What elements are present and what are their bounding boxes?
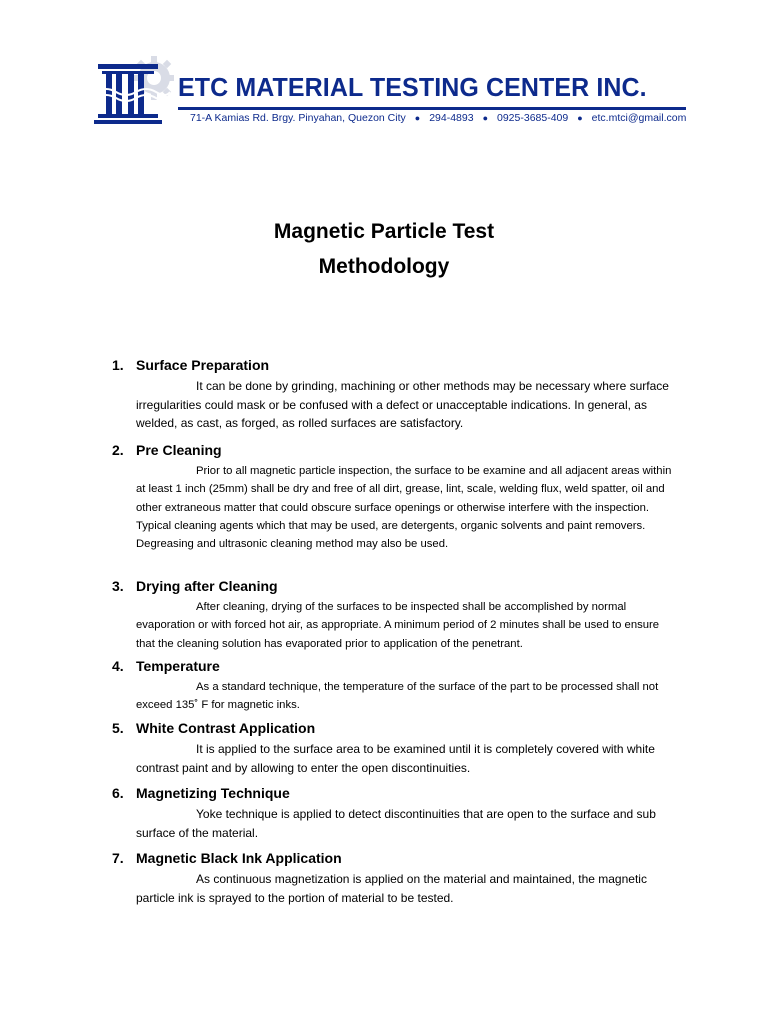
company-phone: 294-4893 bbox=[429, 112, 474, 124]
section-heading bbox=[112, 357, 672, 373]
section-number: 1. bbox=[112, 357, 124, 373]
section-heading bbox=[112, 442, 672, 458]
section-white-contrast-application bbox=[112, 720, 672, 777]
separator-dot: ● bbox=[414, 113, 421, 123]
section-body bbox=[136, 805, 676, 842]
company-address: 71-A Kamias Rd. Brgy. Pinyahan, Quezon City bbox=[190, 112, 406, 124]
company-email: etc.mtci@gmail.com bbox=[591, 112, 687, 124]
document-subtitle: Methodology bbox=[318, 255, 450, 278]
section-drying-after-cleaning bbox=[112, 578, 672, 653]
section-body bbox=[136, 678, 676, 715]
section-title: Magnetic Black Ink Application bbox=[136, 850, 342, 866]
section-number: 4. bbox=[112, 658, 124, 674]
section-text: It is applied to the surface area to be examined until it is completely covered with white contrast paint and by allowing to enter the open discontinuities. bbox=[136, 742, 655, 775]
section-pre-cleaning bbox=[112, 442, 672, 553]
company-name: ETC MATERIAL TESTING CENTER INC. bbox=[178, 74, 647, 102]
section-title: Surface Preparation bbox=[136, 357, 270, 373]
section-number: 6. bbox=[112, 785, 124, 801]
section-heading bbox=[112, 658, 672, 674]
section-title: Magnetizing Technique bbox=[136, 785, 290, 801]
section-body bbox=[136, 740, 676, 777]
section-magnetic-black-ink-application bbox=[112, 850, 672, 907]
section-magnetizing-technique bbox=[112, 785, 672, 842]
section-text: Prior to all magnetic particle inspection, the surface to be examine and all adjacent areas within at least 1 inch (25mm) shall be dry and free of all dirt, grease, lint, scale, welding flux, weld spatter, oil and other extraneous matter that could obscure surface openings or otherwise interfere with the inspection. Typical cleaning agents which that may be used, are detergents, organic solvents and paint removers. Degreasing and ultrasonic cleaning method may also be used. bbox=[136, 465, 672, 551]
section-temperature bbox=[112, 658, 672, 715]
section-title: White Contrast Application bbox=[136, 720, 316, 736]
contact-line bbox=[190, 112, 686, 124]
section-number: 5. bbox=[112, 720, 124, 736]
letterhead bbox=[92, 44, 692, 134]
section-heading bbox=[112, 785, 672, 801]
section-heading bbox=[112, 720, 672, 736]
section-title: Pre Cleaning bbox=[136, 442, 222, 458]
section-heading bbox=[112, 850, 672, 866]
section-text: Yoke technique is applied to detect discontinuities that are open to the surface and sub surface of the material. bbox=[136, 807, 656, 840]
section-number: 7. bbox=[112, 850, 124, 866]
section-text: As continuous magnetization is applied on the material and maintained, the magnetic particle ink is sprayed to the portion of material to be tested. bbox=[136, 872, 647, 905]
section-text: As a standard technique, the temperature of the surface of the part to be processed shall not exceed 135˚ F for magnetic inks. bbox=[136, 681, 659, 712]
section-text: It can be done by grinding, machining or other methods may be necessary where surface irregularities could mask or be confused with a defect or unacceptable indications. In general, as welded, as cast, as forged, as rolled surfaces are satisfactory. bbox=[136, 379, 669, 431]
section-body bbox=[136, 598, 676, 653]
header-divider bbox=[178, 107, 686, 110]
company-mobile: 0925-3685-409 bbox=[497, 112, 569, 124]
separator-dot: ● bbox=[577, 113, 583, 123]
section-surface-preparation bbox=[112, 357, 672, 433]
section-text: After cleaning, drying of the surfaces to be inspected shall be accomplished by normal evaporation or with forced hot air, as appropriate. A minimum period of 2 minutes shall be used to ensure that the cleaning solution has evaporated prior to application of the penetrant. bbox=[136, 601, 660, 650]
etc-logo-icon bbox=[92, 52, 174, 126]
section-heading bbox=[112, 578, 672, 594]
section-number: 3. bbox=[112, 578, 124, 594]
document-title: Magnetic Particle Test bbox=[273, 220, 495, 243]
section-body bbox=[136, 870, 676, 907]
section-body bbox=[136, 377, 676, 433]
section-body bbox=[136, 462, 676, 553]
section-number: 2. bbox=[112, 442, 124, 458]
section-title: Drying after Cleaning bbox=[136, 578, 278, 594]
separator-dot: ● bbox=[482, 113, 488, 123]
section-title: Temperature bbox=[136, 658, 220, 674]
